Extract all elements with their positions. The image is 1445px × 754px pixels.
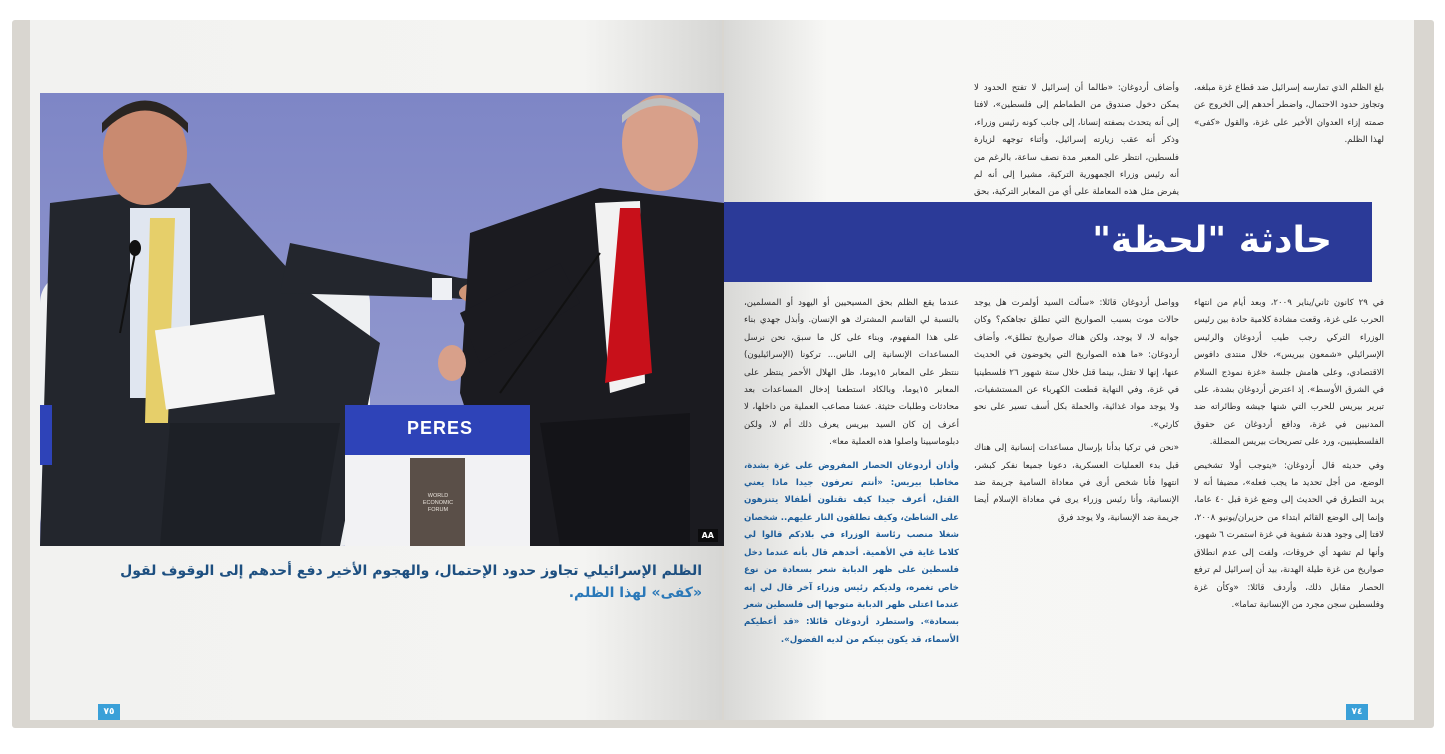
logo-line: FORUM [427,507,449,513]
paragraph: بلغ الظلم الذي تمارسه إسرائيل ضد قطاع غزة مبلغه، وتجاوز حدود الاحتمال، واضطر أحدهم إلى الخروج عن صمته إزاء العدوان الأخير على غزة، والقول «كفى» لهذا الظلم. [1194,83,1384,146]
photo-credit: AA [698,529,718,542]
paragraph: وفي حديثه قال أردوغان: «يتوجب أولا تشخيص الوضع، من أجل تحديد ما يجب فعله»، مضيفا أنه لا يريد التطرق في الحديث إلى وضع غزة قبل ٤٠ عاما، وإنما إلى الوضع القائم ابتداء من حزيران/يونيو ٢٠٠٨، لافتا إلى وجود هدنة شفوية في غزة استمرت ٦ شهور، وأنها لم تشهد أي خروقات، ولفت إلى عدم انطلاق صواريخ من غزة طيلة الهدنة، بيد أن إسرائيل لم ترفع الحصار مقابل ذلك، وأردف قائلا: «وكأن غزة وفلسطين سجن مجرد من الإنسانية تماما». [1194,460,1384,610]
book-spread [12,20,1434,728]
left-page [30,20,722,720]
text-column-mid [974,295,1179,533]
logo-line: ECONOMIC [422,500,454,506]
paragraph: وواصل أردوغان قائلا: «سألت السيد أولمرت هل يوجد حالات موت بسبب الصواريخ التي تطلق تجاهكم؟ وكان جوابه لا، لا يوجد، ولكن هناك صواريخ تطلق»، وأضاف أردوغان: «ما هذه الصواريخ التي يخوضون في الحديث عنها، إنها لا تقتل، بينما قتل خلال ستة شهور ٢٦ فلسطينيا في غزة، وفي النهاية قطعت الكهرباء عن المستشفيات، ولا يوجد مواد غذائية، والحملة بكل أسف تسير على نحو كارثي». [974,298,1179,430]
caption-quote: «كفى» لهذا الظلم. [568,585,702,601]
right-page [724,20,1414,720]
text-column-left [744,295,959,655]
paragraph-highlight: وأدان أردوغان الحصار المفروض على غزة بشدة، مخاطبا بيريس: «أنتم تعرفون جيدا ماذا يعني القتل، أعرف جيدا كيف تقتلون أطفالا يتنزهون على الشاطئ، وكيف تطلقون النار عليهم.. شخصان شغلا منصب رئاسة الوزراء في بلادكم قالوا لي كلاما غاية في الأهمية. أحدهم قال بأنه عندما دخل فلسطين على ظهر الدبابة شعر بسعادة من نوع خاص تغمره، ولديكم رئيس وزراء آخر قال لي إنه عندما اعتلى ظهر الدبابة متوجها إلى فلسطين شعر بسعادة». واستطرد أردوغان قائلا: «قد أعطيكم الأسماء، قد يكون بينكم من لديه الفضول». [744,460,959,645]
paragraph: عندما يقع الظلم بحق المسيحيين أو اليهود أو المسلمين، بالنسبة لي القاسم المشترك هو الإنسان. وأبذل جهدي بناء على هذا المفهوم، وبناء على كل ما سبق، نحن نرسل المساعدات الإنسانية إلى الناس... تركونا (الإسرائيليون) ننتظر على المعابر ١٥يوما، ظل الهلال الأحمر ينتظر على المعابر ١٥يوما، وبالكاد استطعنا إدخال المساعدات بعد محادثات وطلبات حثيثة. عشنا مصاعب العملية من داخلها، لا أعرف إن كان السيد بيريس يعرف ذلك أم لا، ولكن دبلوماسيينا واصلوا هذه العملية معا». [744,298,959,448]
nameplate: PERES [406,418,474,438]
text-column-right-top [1194,80,1384,156]
podium-logo [412,493,464,514]
page-number-right: ٧٤ [1346,704,1368,720]
article-title: حادثة "لحظة" [1092,220,1332,261]
page-number-left: ٧٥ [98,704,120,720]
photo-caption [75,560,702,604]
davos-photo [40,93,724,546]
paragraph: «نحن في تركيا بدأنا بإرسال مساعدات إنسانية إلى هناك قبل بدء العمليات العسكرية، دعونا جميعا نفكر كبشر، انتهوا فأنا شخص أرى في معاداة السامية جريمة ضد الإنسانية، وأنا رئيس وزراء يرى في معاداة الإسلام أيضا جريمة ضد الإنسانية، ولا يوجد فرق [974,443,1179,523]
paragraph: وأضاف أردوغان: «طالما أن إسرائيل لا تفتح الحدود لا يمكن دخول صندوق من الطماطم إلى فلسطين»، لافتا إلى أنه يتحدث بصفته إنسانا، إلى جانب كونه رئيس وزراء، وذكر أنه عقب زيارته إسرائيل، وأثناء توجهه لزيارة فلسطين، انتظر على المعبر مدة نصف ساعة، بالرغم من أنه رئيس وزراء الجمهورية التركية، مشيرا إلى أنه لم يفرض مثل هذه المعاملة على أي من المعابر التركية، بحق [974,83,1179,198]
title-banner [724,202,1372,282]
text-column-right [1194,295,1384,620]
paragraph: في ٢٩ كانون ثاني/يناير ٢٠٠٩، وبعد أيام من انتهاء الحرب على غزة، وقعت مشادة كلامية حادة بين رئيس الوزراء التركي رجب طيب أردوغان والرئيس الإسرائيلي «شمعون بيريس»، خلال منتدى دافوس الاقتصادي، وعلى هامش جلسة «غزة نموذج السلام في الشرق الأوسط». إذ اعترض أردوغان بشدة، على تبرير بيريس للحرب التي شنها جيشه وطائراته ضد المدنيين في غزة، ودافع أردوغان عن حقوق الفلسطينيين، ورد على تصريحات بيريس المضللة. [1194,298,1384,448]
caption-main: الظلم الإسرائيلي تجاوز حدود الإحتمال، والهجوم الأخير دفع أحدهم إلى الوقوف لقول [120,563,702,579]
logo-line: WORLD [427,493,449,499]
